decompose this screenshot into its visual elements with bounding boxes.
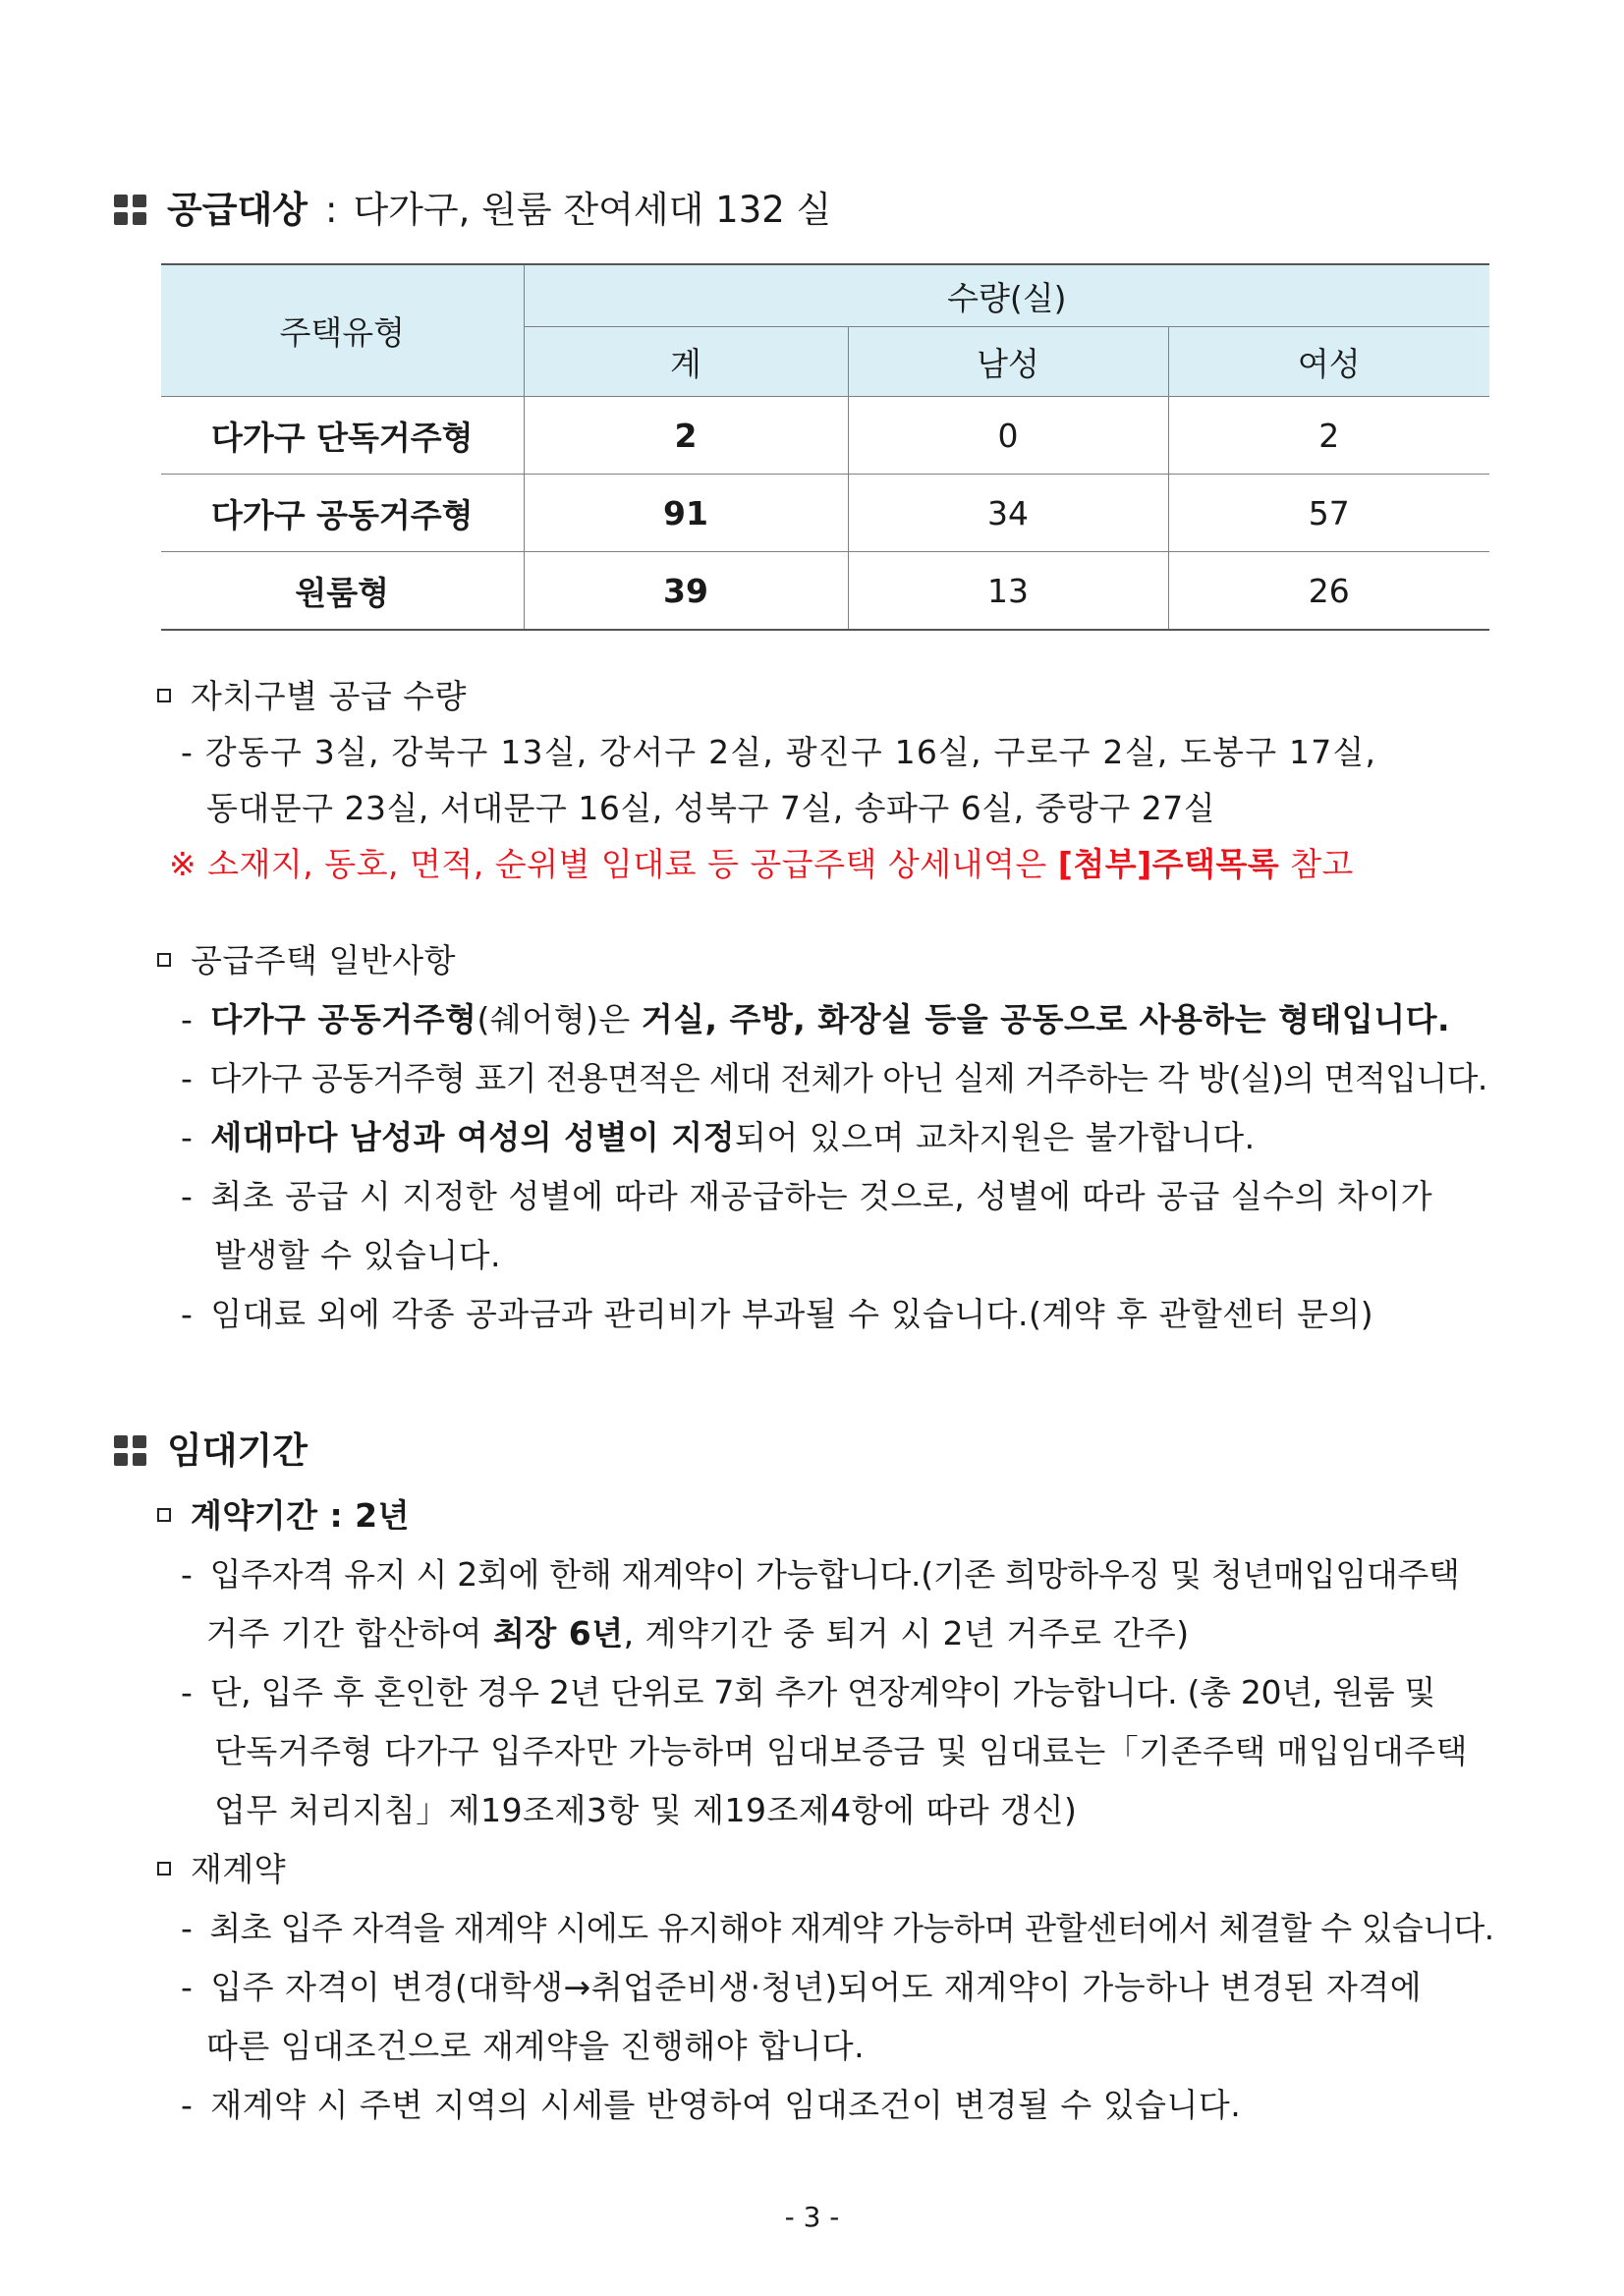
bullet-text: 최초 입주 자격을 재계약 시에도 유지해야 재계약 가능하며 관할센터에서 체결할 수 있습니다. <box>209 1909 1494 1947</box>
section-heading-lease-period <box>114 1428 308 1475</box>
header-house-type: 주택유형 <box>161 264 524 397</box>
contract-bullet-cont: 업무 처리지침」제19조제3항 및 제19조제4항에 따라 갱신) <box>214 1791 1078 1829</box>
header-quantity: 수량(실) <box>524 264 1489 327</box>
row-type: 다가구 단독거주형 <box>161 397 524 475</box>
note-attachment-ref: [첨부]주택목록 <box>1057 845 1280 883</box>
general-heading-text: 공급주택 일반사항 <box>191 941 457 980</box>
section-colon: : <box>324 189 338 231</box>
contract-bullet: - 입주자격 유지 시 2회에 한해 재계약이 가능합니다.(기존 희망하우징 및 청년매입임대주택 <box>181 1555 1460 1594</box>
row-male: 0 <box>848 397 1168 475</box>
row-type: 원룸형 <box>161 552 524 631</box>
bullet-text: 다가구 공동거주형 표기 전용면적은 세대 전체가 아닌 실제 거주하는 각 방(실)의 면적입니다. <box>209 1059 1487 1097</box>
normal-text: 되어 있으며 교차지원은 불가합니다. <box>735 1118 1256 1156</box>
table-row <box>161 397 1489 475</box>
bullet-text: 재계약 시 주변 지역의 시세를 반영하여 임대조건이 변경될 수 있습니다. <box>210 2086 1242 2124</box>
normal-text: , 계약기간 중 퇴거 시 2년 거주로 간주) <box>623 1614 1190 1652</box>
section-subtitle: 다가구, 원룸 잔여세대 132 실 <box>353 189 832 231</box>
header-male: 남성 <box>848 327 1168 397</box>
bold-text: 다가구 공동거주형 <box>210 1000 477 1038</box>
page-number: - 3 - <box>784 2201 840 2233</box>
header-total: 계 <box>524 327 848 397</box>
bold-text: 세대마다 남성과 여성의 성별이 지정 <box>210 1118 736 1156</box>
square-bullet-icon <box>157 953 171 967</box>
contract-heading-text: 계약기간 : 2년 <box>191 1496 411 1535</box>
renewal-heading <box>155 1847 286 1892</box>
renewal-bullet: - 재계약 시 주변 지역의 시세를 반영하여 임대조건이 변경될 수 있습니다. <box>181 2086 1242 2124</box>
renewal-bullet: - 최초 입주 자격을 재계약 시에도 유지해야 재계약 가능하며 관할센터에서 체결할 수 있습니다. <box>181 1909 1494 1947</box>
section-heading-supply <box>114 187 831 234</box>
row-male: 34 <box>848 475 1168 552</box>
general-bullet: - 최초 공급 시 지정한 성별에 따라 재공급하는 것으로, 성별에 따라 공급 실수의 차이가 <box>181 1177 1433 1215</box>
square-bullet-icon <box>157 1862 171 1876</box>
row-male: 13 <box>848 552 1168 631</box>
bold-text: 최장 6년 <box>493 1614 624 1652</box>
header-female: 여성 <box>1168 327 1489 397</box>
section-bullet-icon <box>114 1435 147 1467</box>
renewal-heading-text: 재계약 <box>191 1850 287 1888</box>
general-heading <box>155 938 456 983</box>
renewal-bullet: - 입주 자격이 변경(대학생→취업준비생·청년)되어도 재계약이 가능하나 변경된 자격에 <box>181 1968 1423 2006</box>
general-bullet: - 세대마다 남성과 여성의 성별이 지정되어 있으며 교차지원은 불가합니다. <box>181 1118 1256 1156</box>
bullet-text: 최초 공급 시 지정한 성별에 따라 재공급하는 것으로, 성별에 따라 공급 실수의 차이가 <box>210 1177 1433 1215</box>
row-type: 다가구 공동거주형 <box>161 475 524 552</box>
table-row <box>161 475 1489 552</box>
contract-heading <box>155 1493 410 1539</box>
district-line: - 강동구 3실, 강북구 13실, 강서구 2실, 광진구 16실, 구로구 2실, 도봉구 17실, <box>181 733 1377 771</box>
district-heading-text: 자치구별 공급 수량 <box>191 677 468 715</box>
attachment-note <box>169 842 1354 887</box>
row-female: 57 <box>1168 475 1489 552</box>
general-bullet: - 임대료 외에 각종 공과금과 관리비가 부과될 수 있습니다.(계약 후 관할센터 문의) <box>181 1295 1374 1333</box>
row-female: 26 <box>1168 552 1489 631</box>
contract-bullet-cont: 단독거주형 다가구 입주자만 가능하며 임대보증금 및 임대료는「기존주택 매입임대주택 <box>214 1732 1469 1770</box>
section-bullet-icon <box>114 195 147 226</box>
row-total: 91 <box>524 475 848 552</box>
bullet-text: 입주자격 유지 시 2회에 한해 재계약이 가능합니다.(기존 희망하우징 및 청년매입임대주택 <box>209 1555 1460 1594</box>
bullet-text: 임대료 외에 각종 공과금과 관리비가 부과될 수 있습니다.(계약 후 관할센터 문의) <box>210 1295 1374 1333</box>
row-female: 2 <box>1168 397 1489 475</box>
general-bullet: - 다가구 공동거주형(쉐어형)은 거실, 주방, 화장실 등을 공동으로 사용하는 형태입니다. <box>181 1000 1451 1038</box>
normal-text: 거주 기간 합산하여 <box>206 1614 493 1652</box>
district-line: 동대문구 23실, 서대문구 16실, 성북구 7실, 송파구 6실, 중랑구 27실 <box>206 789 1216 827</box>
bullet-text: 입주 자격이 변경(대학생→취업준비생·청년)되어도 재계약이 가능하나 변경된 자격에 <box>210 1968 1423 2006</box>
section-title: 공급대상 <box>167 189 308 231</box>
bullet-text: 단, 입주 후 혼인한 경우 2년 단위로 7회 추가 연장계약이 가능합니다. (총 20년, 원룸 및 <box>209 1673 1436 1711</box>
general-bullet: - 다가구 공동거주형 표기 전용면적은 세대 전체가 아닌 실제 거주하는 각 방(실)의 면적입니다. <box>181 1059 1487 1097</box>
contract-bullet: - 단, 입주 후 혼인한 경우 2년 단위로 7회 추가 연장계약이 가능합니다. (총 20년, 원룸 및 <box>181 1673 1436 1711</box>
renewal-bullet-cont: 따른 임대조건으로 재계약을 진행해야 합니다. <box>206 2027 866 2065</box>
square-bullet-icon <box>157 1508 171 1522</box>
section-title: 임대기간 <box>167 1429 308 1472</box>
table-row <box>161 552 1489 631</box>
row-total: 39 <box>524 552 848 631</box>
bold-text: 거실, 주방, 화장실 등을 공동으로 사용하는 형태입니다. <box>641 1000 1451 1038</box>
row-total: 2 <box>524 397 848 475</box>
contract-bullet-cont <box>206 1611 1190 1656</box>
table-header-row <box>161 264 1489 327</box>
general-bullet-cont: 발생할 수 있습니다. <box>214 1236 501 1274</box>
supply-table <box>161 263 1489 631</box>
note-text: 참고 <box>1279 845 1354 883</box>
district-heading <box>155 674 467 719</box>
normal-text: (쉐어형)은 <box>476 1000 642 1038</box>
note-text: ※ 소재지, 동호, 면적, 순위별 임대료 등 공급주택 상세내역은 <box>169 845 1058 883</box>
square-bullet-icon <box>157 689 171 702</box>
